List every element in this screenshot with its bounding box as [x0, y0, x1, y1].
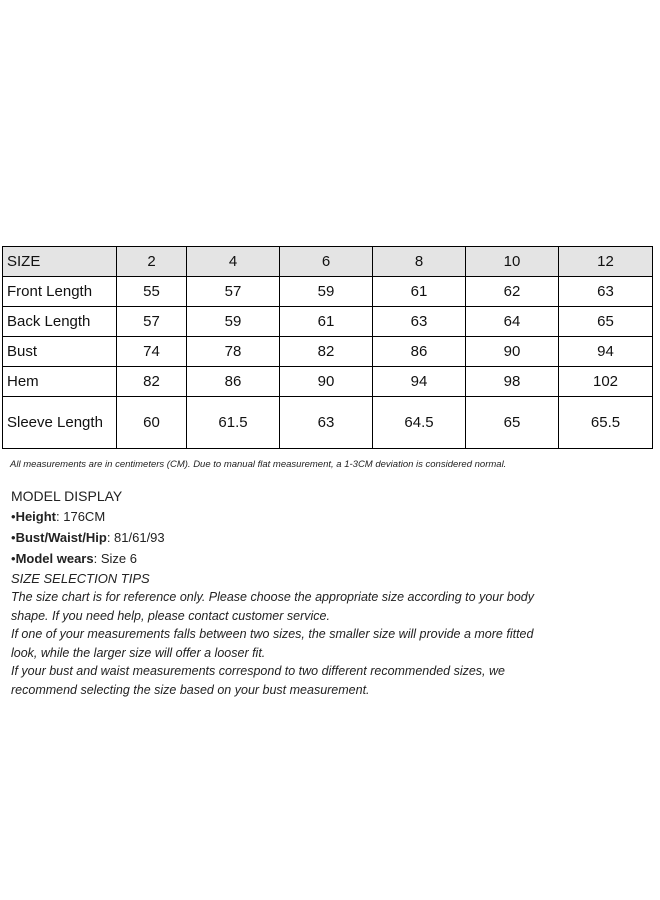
table-header-row [3, 247, 653, 277]
table-row [3, 337, 653, 367]
model-height-item [11, 506, 631, 527]
model-height-label: Height [15, 509, 57, 524]
table-cell: 62 [466, 277, 559, 307]
table-cell: 59 [187, 307, 280, 337]
table-cell: 57 [187, 277, 280, 307]
table-cell: 94 [559, 337, 653, 367]
header-size-12: 12 [559, 247, 653, 277]
bullet: • [11, 530, 16, 545]
model-display-title: MODEL DISPLAY [11, 488, 123, 504]
model-measurements-value: : 81/61/93 [106, 530, 165, 545]
model-measurements-item [11, 527, 631, 548]
model-wears-label: Model wears [15, 551, 94, 566]
model-wears-item [11, 548, 631, 569]
table-cell: 61 [373, 277, 466, 307]
tip-line: The size chart is for reference only. Please choose the appropriate size according to your body [11, 590, 534, 604]
table-cell: 82 [117, 367, 187, 397]
table-cell: 102 [559, 367, 653, 397]
header-size-8: 8 [373, 247, 466, 277]
tip-line: If one of your measurements falls between two sizes, the smaller size will provide a more fitted [11, 627, 534, 641]
table-cell: 63 [559, 277, 653, 307]
header-size-2: 2 [117, 247, 187, 277]
bullet: • [11, 509, 16, 524]
model-display-section [11, 486, 631, 569]
table-cell: 65 [559, 307, 653, 337]
header-size-label: SIZE [3, 247, 117, 277]
row-label: Front Length [3, 277, 117, 307]
table-cell: 57 [117, 307, 187, 337]
table-cell: 98 [466, 367, 559, 397]
row-label: Back Length [3, 307, 117, 337]
table-cell: 86 [373, 337, 466, 367]
row-label: Bust [3, 337, 117, 367]
header-size-4: 4 [187, 247, 280, 277]
table-row [3, 397, 653, 449]
table-cell: 82 [280, 337, 373, 367]
table-cell: 78 [187, 337, 280, 367]
table-cell: 59 [280, 277, 373, 307]
tip-line: look, while the larger size will offer a looser fit. [11, 645, 266, 660]
row-label: Sleeve Length [3, 397, 117, 449]
table-cell: 63 [373, 307, 466, 337]
size-tips-section [11, 570, 641, 699]
table-row [3, 307, 653, 337]
table-cell: 74 [117, 337, 187, 367]
bullet: • [11, 551, 16, 566]
row-label: Hem [3, 367, 117, 397]
header-size-6: 6 [280, 247, 373, 277]
table-cell: 94 [373, 367, 466, 397]
table-cell: 64 [466, 307, 559, 337]
table-cell: 55 [117, 277, 187, 307]
table-cell: 60 [117, 397, 187, 449]
table-cell: 61 [280, 307, 373, 337]
table-row [3, 367, 653, 397]
tip-line: recommend selecting the size based on your bust measurement. [11, 682, 370, 697]
size-tips-title: SIZE SELECTION TIPS [11, 571, 150, 586]
table-cell: 86 [187, 367, 280, 397]
table-cell: 90 [280, 367, 373, 397]
header-size-10: 10 [466, 247, 559, 277]
model-wears-value: : Size 6 [93, 551, 137, 566]
tip-line: shape. If you need help, please contact customer service. [11, 608, 330, 623]
table-cell: 65 [466, 397, 559, 449]
model-height-value: : 176CM [56, 509, 106, 524]
size-chart-table [2, 246, 653, 449]
table-cell: 63 [280, 397, 373, 449]
table-cell: 90 [466, 337, 559, 367]
table-row [3, 277, 653, 307]
tip-line: If your bust and waist measurements correspond to two different recommended sizes, we [11, 664, 505, 678]
measurement-note: All measurements are in centimeters (CM). Due to manual flat measurement, a 1-3CM deviation is considered normal. [10, 459, 507, 470]
table-cell: 65.5 [559, 397, 653, 449]
model-measurements-label: Bust/Waist/Hip [15, 530, 107, 545]
table-cell: 61.5 [187, 397, 280, 449]
table-cell: 64.5 [373, 397, 466, 449]
